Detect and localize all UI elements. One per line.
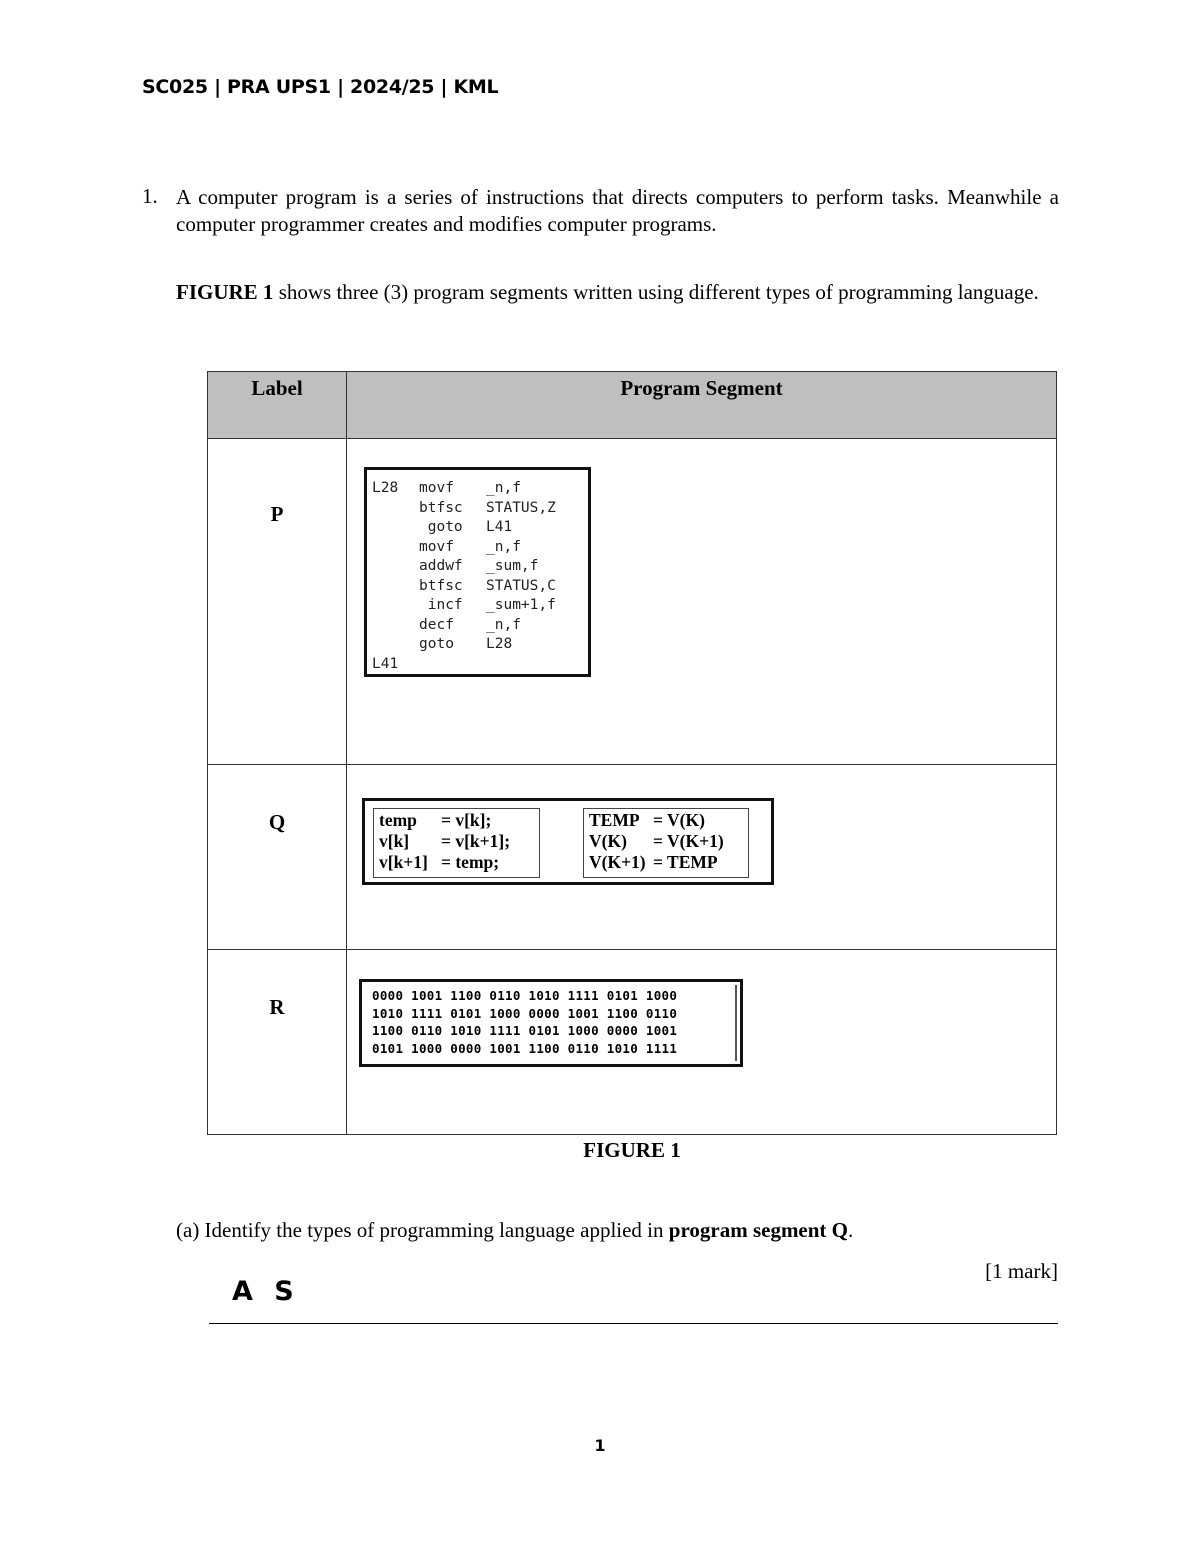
question-intro: A computer program is a series of instructions that directs computers to perform tasks. Meanwhile a computer programmer creates and modifies computer programs. [176,185,1059,236]
part-a-suffix: . [848,1218,854,1242]
c-style-code [373,808,540,878]
code-line [379,852,544,873]
row-label-cell [208,439,347,765]
binary-line: 0101 1000 0000 1001 1100 0110 1010 1111 [372,1040,678,1056]
binary-line: 1010 1111 0101 1000 0000 1001 1100 0110 [372,1005,678,1021]
code-line [379,810,544,831]
assembly-instruction: goto [419,519,463,535]
assembly-line [367,578,588,598]
assembly-instruction: movf [419,480,454,496]
assembly-line [367,539,588,559]
high-level-code-box [362,798,774,885]
binary-line: 1100 0110 1010 1111 0101 1000 0000 1001 [372,1023,678,1038]
assembly-label: L28 [372,480,399,496]
assembly-operand: _n,f [486,616,521,633]
assembly-operand: L41 [486,519,513,535]
code-lhs: v[k+1] [379,852,428,872]
assembly-line [367,636,588,656]
code-rhs: = temp; [441,852,500,872]
assembly-instruction: incf [419,597,463,613]
part-a-prefix: (a) Identify the types of programming language applied in [176,1218,669,1242]
assembly-code-box [364,467,591,677]
assembly-operand: _n,f [486,538,521,555]
assembly-line [367,558,588,578]
row-label-p: P [270,502,284,526]
assembly-line [367,500,588,520]
assembly-instruction: btfsc [419,577,463,594]
code-rhs: = V(K+1) [653,831,724,851]
assembly-instruction: movf [419,538,454,555]
marks-label: [1 mark] [985,1259,1058,1283]
code-rhs: = v[k]; [441,810,492,830]
table-row-p [208,439,1057,765]
code-lhs: TEMP [589,810,640,830]
assembly-operand: _sum,f [486,558,539,574]
code-lhs: V(K) [589,831,627,851]
code-rhs: = v[k+1]; [441,831,511,851]
assembly-line [367,480,588,500]
binary-line: 0000 1001 1100 0110 1010 1111 0101 1000 [372,988,678,1003]
assembly-label: L41 [372,655,399,672]
assembly-instruction: goto [419,636,454,652]
code-line [589,852,753,873]
segment-cell-p [347,439,1057,765]
code-lhs: V(K+1) [589,852,646,872]
fortran-style-code [583,808,749,878]
code-rhs: = TEMP [653,852,718,872]
figure-caption: FIGURE 1 [583,1138,681,1162]
header-program-segment: Program Segment [347,372,1057,439]
question-part-a [176,1218,853,1243]
assembly-instruction: addwf [419,558,463,574]
header-label: Label [208,372,347,439]
binary-code [365,985,737,1061]
assembly-line [367,656,588,676]
segment-cell-q [347,765,1057,950]
answer-line [209,1323,1058,1324]
code-line [379,831,544,852]
assembly-line [367,519,588,539]
row-label-cell [208,950,347,1135]
assembly-operand: L28 [486,636,513,652]
row-label-cell [208,765,347,950]
code-line [589,810,753,831]
table-header-row [208,372,1057,439]
code-lhs: temp [379,810,417,830]
question-number: 1. [142,184,158,208]
assembly-instruction: btfsc [419,499,463,516]
assembly-operand: _n,f [486,480,521,496]
part-a-bold: program segment Q [668,1218,849,1242]
page-number: 1 [594,1436,606,1455]
code-rhs: = V(K) [653,810,705,830]
row-label-q: Q [268,810,286,834]
assembly-operand: STATUS,C [486,577,556,594]
assembly-instruction: decf [419,616,454,633]
assembly-line [367,597,588,617]
page-header: SC025 | PRA UPS1 | 2024/25 | KML [142,76,499,98]
table-row-r [208,950,1057,1135]
figure-reference: FIGURE 1 [176,280,274,304]
machine-code-box [359,979,743,1067]
figure-reference-text: shows three (3) program segments written using different types of programming language. [273,280,1039,304]
code-line [589,831,753,852]
assembly-operand: STATUS,Z [486,499,556,516]
figure-table [207,371,1057,1135]
table-row-q [208,765,1057,950]
code-lhs: v[k] [379,831,410,851]
question-figure-intro [176,279,1059,306]
row-label-r: R [269,995,285,1019]
segment-cell-r [347,950,1057,1135]
assembly-line [367,617,588,637]
handwritten-answer[interactable]: A S [232,1276,300,1307]
assembly-operand: _sum+1,f [486,597,556,613]
